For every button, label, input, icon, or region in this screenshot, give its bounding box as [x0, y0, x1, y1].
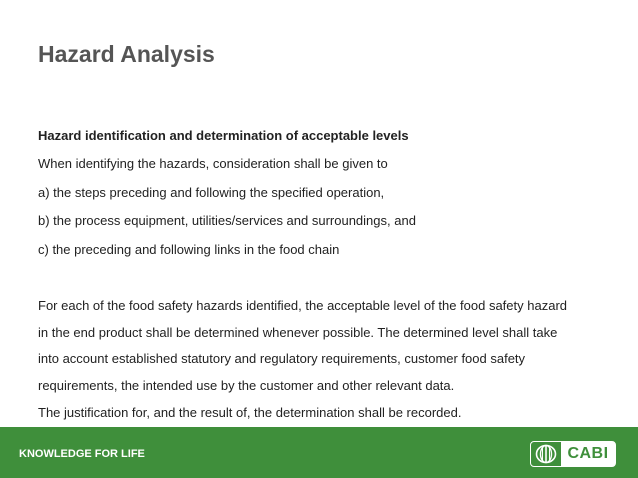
- paragraph-line: The justification for, and the result of, the determination shall be recorded.: [38, 405, 462, 420]
- body-line: a) the steps preceding and following the specified operation,: [38, 185, 385, 200]
- paragraph-line: requirements, the intended use by the customer and other relevant data.: [38, 378, 455, 393]
- body-line: When identifying the hazards, consideration shall be given to: [38, 156, 388, 171]
- footer-bar: [0, 427, 638, 478]
- body-line: c) the preceding and following links in the food chain: [38, 242, 340, 257]
- paragraph-line: For each of the food safety hazards identified, the acceptable level of the food safety hazard: [38, 298, 568, 313]
- cabi-logo: [530, 441, 616, 467]
- logo-text: CABI: [561, 442, 615, 466]
- footer-tagline: KNOWLEDGE FOR LIFE: [19, 448, 145, 460]
- slide-title: Hazard Analysis: [38, 41, 215, 67]
- cabi-wheat-icon: [531, 443, 561, 466]
- subheading: Hazard identification and determination of acceptable levels: [38, 128, 409, 143]
- paragraph-line: into account established statutory and regulatory requirements, customer food safety: [38, 351, 526, 366]
- paragraph-line: in the end product shall be determined whenever possible. The determined level shall take: [38, 325, 558, 340]
- body-line: b) the process equipment, utilities/services and surroundings, and: [38, 213, 416, 228]
